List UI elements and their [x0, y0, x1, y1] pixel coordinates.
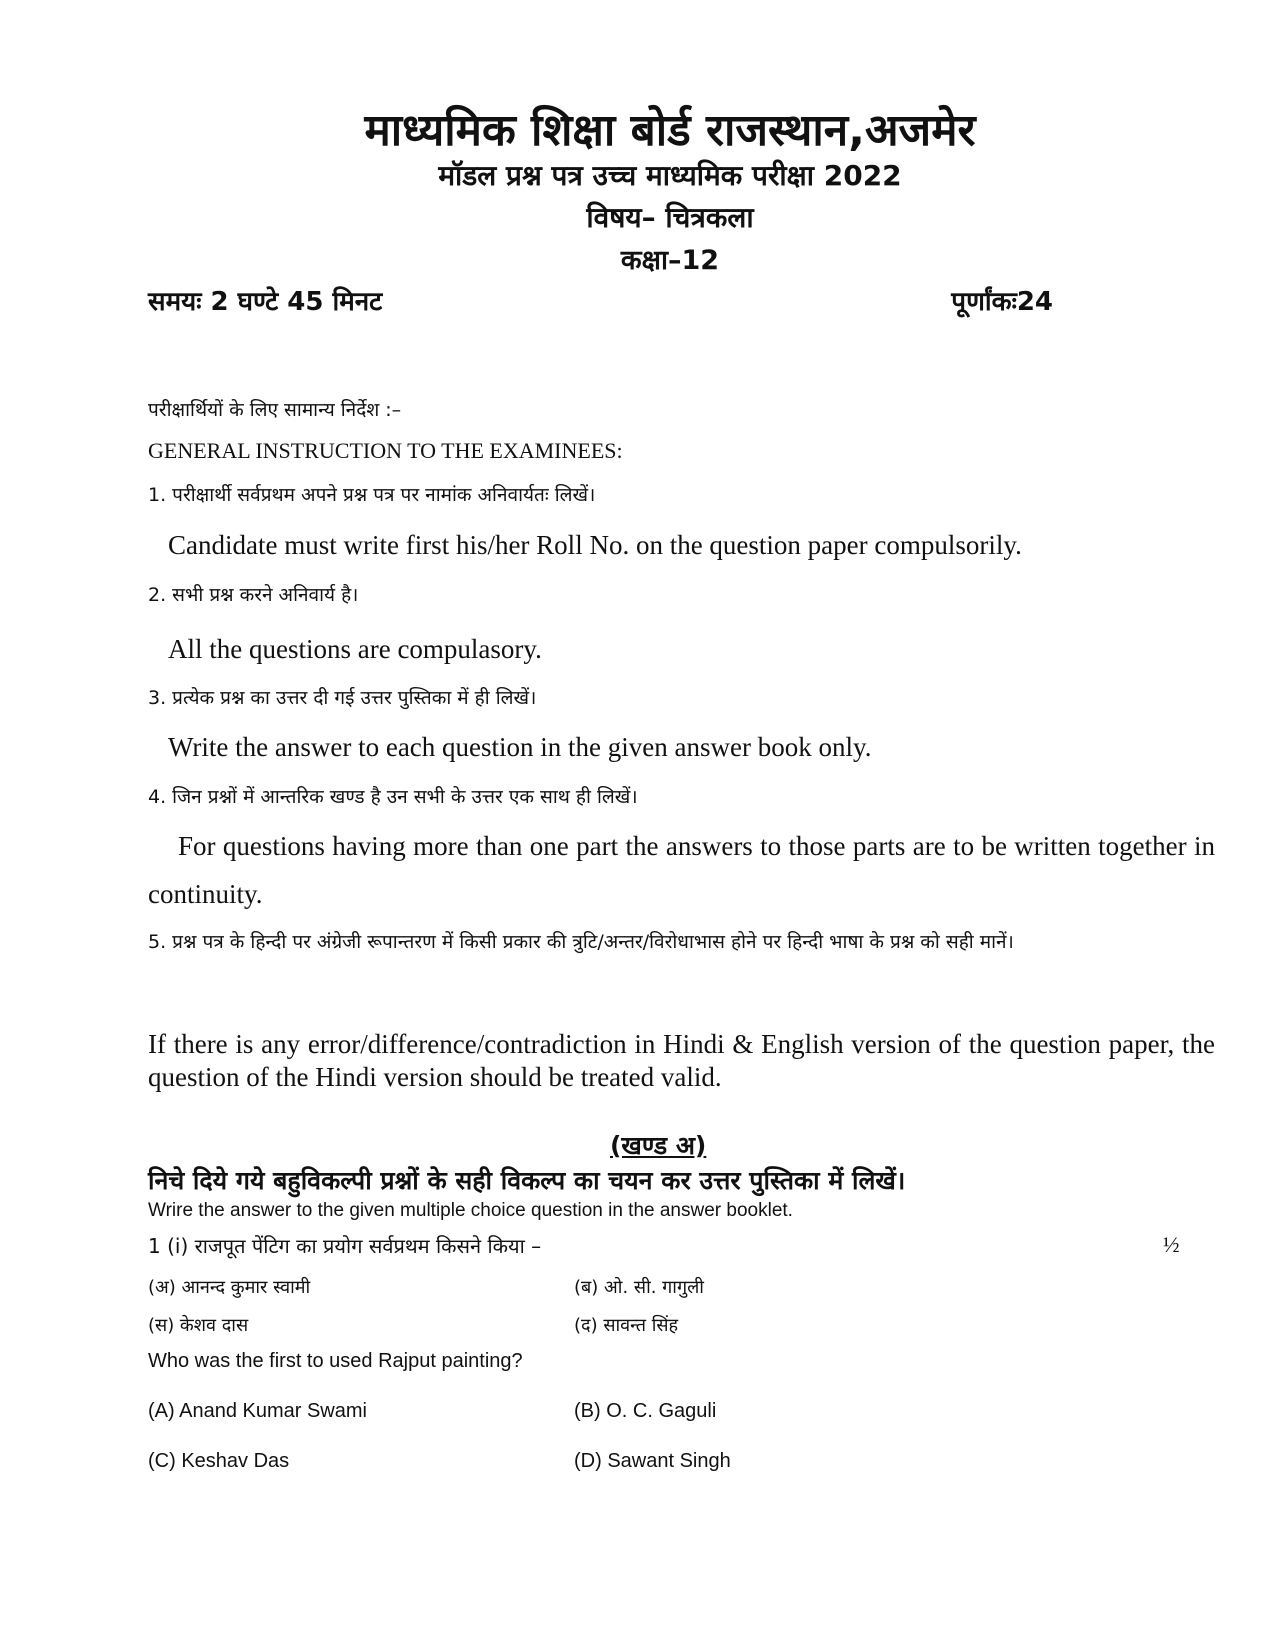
instruction-1-hindi: 1. परीक्षार्थी सर्वप्रथम अपने प्रश्न पत्र पर नामांक अनिवार्यतः लिखें। — [148, 484, 596, 506]
section-a-title: (खण्ड अ) — [610, 1131, 707, 1160]
question-1-marks: ½ — [1163, 1232, 1180, 1257]
question-1-hindi: 1 (i) राजपूत पेंटिग का प्रयोग सर्वप्रथम किसने किया – — [148, 1234, 542, 1258]
option-d-english: (D) Sawant Singh — [574, 1450, 731, 1472]
section-a-instruction-hindi: निचे दिये गये बहुविकल्पी प्रश्नों के सही विकल्प का चयन कर उत्तर पुस्तिका में लिखें। — [148, 1166, 906, 1195]
instructions-heading-hindi: परीक्षार्थियों के लिए सामान्य निर्देश :– — [148, 399, 402, 421]
option-c-english: (C) Keshav Das — [148, 1450, 290, 1472]
instruction-4-hindi: 4. जिन प्रश्नों में आन्तरिक खण्ड है उन सभी के उत्तर एक साथ ही लिखें। — [148, 786, 638, 808]
maximum-marks: पूर्णांकः24 — [951, 287, 1053, 317]
option-b-english: (B) O. C. Gaguli — [574, 1400, 717, 1422]
class-label: कक्षा–12 — [620, 245, 720, 276]
instruction-1-english: Candidate must write first his/her Roll No. on the question paper compulsorily. — [168, 530, 1022, 560]
option-a-english: (A) Anand Kumar Swami — [148, 1400, 367, 1422]
question-1-english: Who was the first to used Rajput painting? — [148, 1350, 523, 1372]
instruction-2-hindi: 2. सभी प्रश्न करने अनिवार्य है। — [148, 584, 359, 606]
instruction-2-english: All the questions are compulasory. — [168, 634, 542, 664]
instruction-5-english: If there is any error/difference/contradiction in Hindi & English version of the question paper, the question of the Hindi version should be treated valid. — [148, 1029, 1215, 1092]
option-a-hindi: (अ) आनन्द कुमार स्वामी — [148, 1277, 311, 1298]
section-a-instruction-english: Wrire the answer to the given multiple choice question in the answer booklet. — [148, 1200, 793, 1221]
instruction-5-hindi: 5. प्रश्न पत्र के हिन्दी पर अंग्रेजी रूपान्तरण में किसी प्रकार की त्रुटि/अन्तर/विरोधाभास होने पर हिन्दी भाषा के प्रश्न को सही मानें। — [148, 931, 1014, 953]
subject-label: विषय– चित्रकला — [586, 201, 754, 234]
instruction-4-english: For questions having more than one part the answers to those parts are to be written together in continuity. — [148, 831, 1215, 909]
instruction-3-hindi: 3. प्रत्येक प्रश्न का उत्तर दी गई उत्तर पुस्तिका में ही लिखें। — [148, 687, 537, 709]
board-title: माध्यमिक शिक्षा बोर्ड राजस्थान,अजमेर — [364, 105, 976, 156]
time-allowed: समयः 2 घण्टे 45 मिनट — [148, 287, 383, 317]
option-d-hindi: (द) सावन्त सिंह — [574, 1315, 679, 1336]
option-c-hindi: (स) केशव दास — [148, 1315, 249, 1336]
instruction-3-english: Write the answer to each question in the given answer book only. — [168, 732, 872, 762]
paper-title: मॉडल प्रश्न पत्र उच्च माध्यमिक परीक्षा 2022 — [438, 159, 902, 192]
instructions-heading-english: GENERAL INSTRUCTION TO THE EXAMINEES: — [148, 438, 623, 463]
option-b-hindi: (ब) ओ. सी. गागुली — [574, 1277, 704, 1298]
